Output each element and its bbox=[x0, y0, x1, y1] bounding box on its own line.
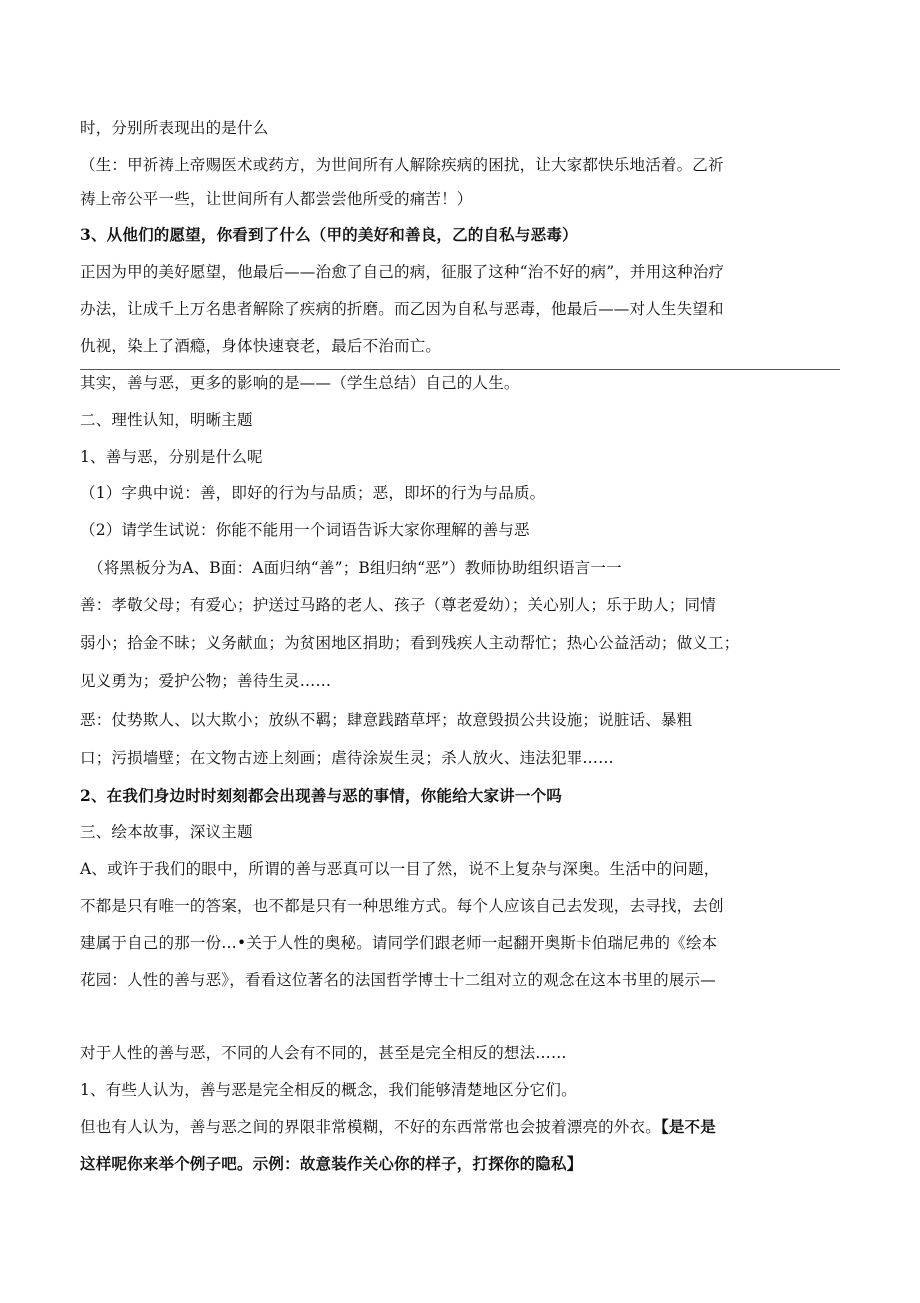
text-line: （将黑板分为A、B面：A面归纳“善”；B组归纳“恶”）教师协助组织语言一一 bbox=[88, 559, 622, 577]
text-line: （1）字典中说：善，即好的行为与品质；恶，即坏的行为与品质。 bbox=[80, 484, 546, 502]
text-line: 时，分别所表现出的是什么 bbox=[80, 119, 269, 137]
text-line: 弱小；拾金不昧；义务献血；为贫困地区捐助；看到残疾人主动帮忙；热心公益活动；做义工； bbox=[80, 634, 740, 652]
text-line: （生：甲祈祷上帝赐医术或药方，为世间所有人解除疾病的困扰，让大家都快乐地活着。乙祈 bbox=[80, 156, 724, 174]
text-line: A、或许于我们的眼中，所谓的善与恶真可以一目了然，说不上复杂与深奥。生活中的问题， bbox=[80, 860, 720, 878]
text-line: 花园：人性的善与恶》，看看这位著名的法国哲学博士十二组对立的观念在这本书里的展示— bbox=[80, 971, 716, 989]
text-line: 1、有些人认为，善与恶是完全相反的概念，我们能够清楚地区分它们。 bbox=[80, 1081, 577, 1099]
text-line: 恶：仗势欺人、以大欺小；放纵不羁；肆意践踏草坪；故意毁损公共设施；说脏话、暴粗 bbox=[80, 711, 693, 729]
text-line: 仇视，染上了酒瘾，身体快速衰老，最后不治而亡。 bbox=[80, 337, 442, 355]
text-line: 建属于自己的那一份…•关于人性的奥秘。请同学们跟老师一起翻开奥斯卡伯瑞尼弗的《绘本 bbox=[80, 934, 718, 952]
text-line: 祷上帝公平一些，让世间所有人都尝尝他所受的痛苦！） bbox=[80, 190, 473, 208]
section-heading: 三、绘本故事，深议主题 bbox=[80, 823, 253, 841]
text-span-bold: 【是不是 bbox=[660, 1117, 716, 1136]
text-line: 1、善与恶，分别是什么呢 bbox=[80, 448, 263, 466]
text-line: 正因为甲的美好愿望，他最后——治愈了自己的病，征服了这种“治不好的病”，并用这种治疗 bbox=[80, 263, 725, 281]
text-line bbox=[80, 1117, 716, 1137]
text-line: 口；污损墙壁；在文物古迹上刻画；虐待涂炭生灵；杀人放火、违法犯罪…… bbox=[80, 749, 614, 767]
horizontal-rule bbox=[80, 369, 840, 370]
text-line: 不都是只有唯一的答案，也不都是只有一种思维方式。每个人应该自己去发现，去寻找，去创 bbox=[80, 897, 724, 915]
text-line: 这样呢你来举个例子吧。示例：故意装作关心你的样子，打探你的隐私】 bbox=[80, 1154, 583, 1173]
text-line: （2）请学生试说：你能不能用一个词语告诉大家你理解的善与恶 bbox=[80, 521, 530, 539]
text-line: 善：孝敬父母；有爱心；护送过马路的老人、孩子（尊老爱幼）；关心别人；乐于助人；同情 bbox=[80, 596, 716, 614]
text-line: 对于人性的善与恶，不同的人会有不同的，甚至是完全相反的想法…… bbox=[80, 1044, 567, 1062]
text-line: 其实，善与恶，更多的影响的是——（学生总结）自己的人生。 bbox=[80, 374, 520, 392]
text-span: 但也有人认为，善与恶之间的界限非常模糊，不好的东西常常也会披着漂亮的外衣。 bbox=[80, 1118, 661, 1136]
text-line: 办法，让成千上万名患者解除了疾病的折磨。而乙因为自私与恶毒，他最后——对人生失望和 bbox=[80, 300, 724, 318]
text-line: 3、从他们的愿望，你看到了什么（甲的美好和善良，乙的自私与恶毒） bbox=[80, 225, 578, 244]
text-line: 见义勇为；爱护公物；善待生灵…… bbox=[80, 672, 332, 690]
section-heading: 二、理性认知，明晰主题 bbox=[80, 411, 253, 429]
text-line: 2、在我们身边时时刻刻都会出现善与恶的事情，你能给大家讲一个吗 bbox=[80, 786, 562, 805]
